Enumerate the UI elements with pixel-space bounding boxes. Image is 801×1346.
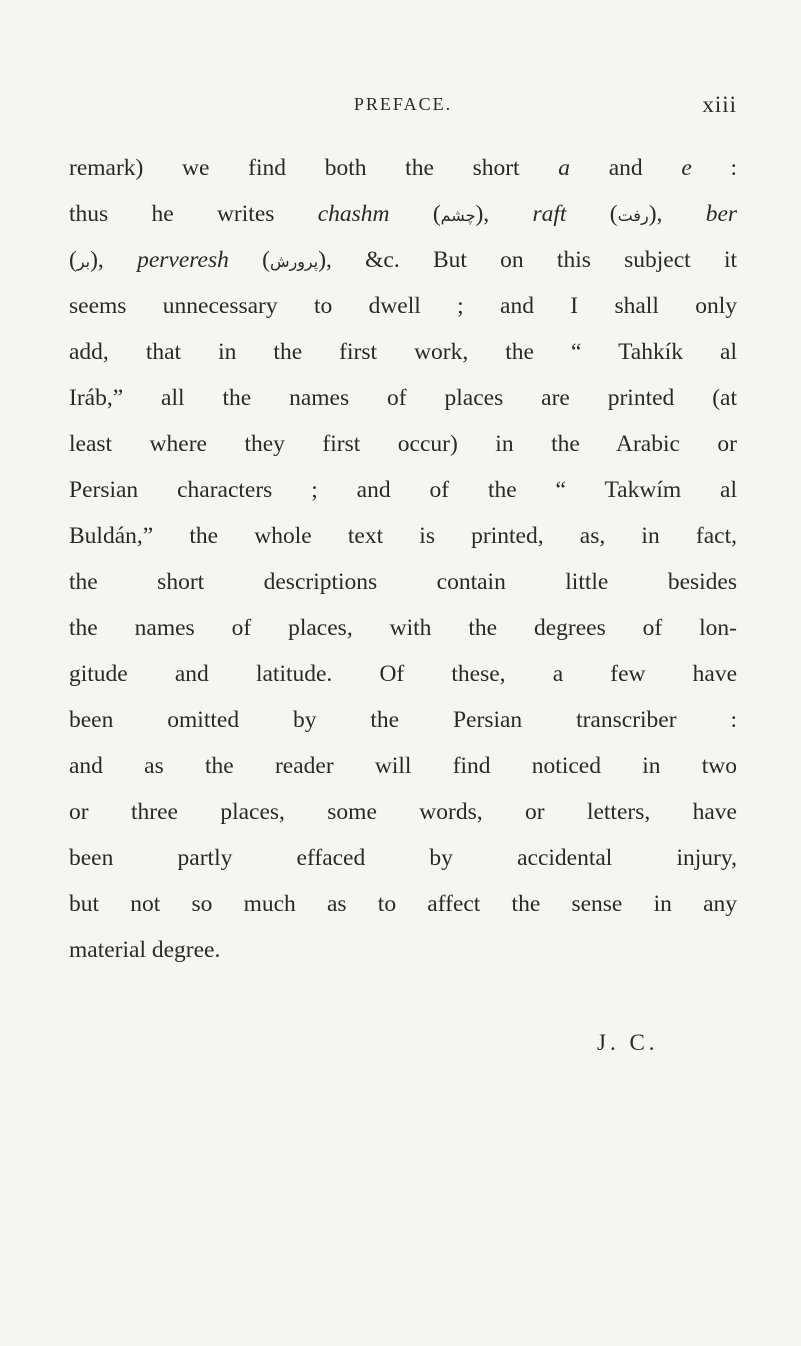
arabic-word-raft: رفت [617, 206, 649, 225]
text-line: the short descriptions contain little besides [69, 569, 737, 595]
text-line: or three places, some words, or letters, have [69, 799, 737, 825]
text-run: thus he writes [69, 201, 275, 227]
italic-word-chashm: chashm [317, 201, 390, 227]
arabic-word-ber: بر [76, 252, 91, 271]
text-line: Iráb,” all the names of places are printed (at [69, 385, 737, 411]
italic-word-perveresh: perveresh [137, 247, 229, 273]
text-line: been partly effaced by accidental injury, [69, 845, 737, 871]
italic-word-ber: ber [705, 201, 738, 227]
text-line: Buldán,” the whole text is printed, as, in fact, [69, 523, 737, 549]
arabic-word-perveresh: پرورش [269, 252, 319, 271]
text-line: the names of places, with the degrees of lon- [69, 615, 737, 641]
text-line: (بر), perveresh (پرورش), &c. But on this subject it [69, 247, 738, 273]
text-line: Persian characters ; and of the “ Takwím al [69, 477, 737, 503]
text-line: seems unnecessary to dwell ; and I shall only [69, 293, 737, 319]
author-initials: J. C. [597, 1030, 659, 1055]
text-run: &c. But on this subject it [365, 247, 738, 273]
text-run: remark) we find both the short [69, 155, 520, 181]
body-text [69, 145, 737, 973]
text-line: but not so much as to affect the sense in any [69, 891, 737, 917]
text-run: and [608, 155, 643, 181]
text-line: thus he writes chashm (چشم), raft (رفت), ber [69, 201, 738, 227]
page-title: PREFACE. [353, 94, 453, 114]
text-run: : [730, 155, 738, 181]
arabic-word-chashm: چشم [440, 206, 476, 225]
page-number: xiii [702, 92, 737, 117]
italic-word-raft: raft [532, 201, 567, 227]
text-line [69, 145, 737, 191]
text-line: material degree. [69, 937, 221, 963]
running-head [69, 88, 737, 122]
text-line: least where they first occur) in the Arabic or [69, 431, 737, 457]
text-line: and as the reader will find noticed in two [69, 753, 737, 779]
text-line: add, that in the first work, the “ Tahkík al [69, 339, 737, 365]
italic-letter-e: e [681, 155, 692, 181]
italic-letter-a: a [558, 155, 571, 181]
text-line: gitude and latitude. Of these, a few have [69, 661, 737, 687]
text-line: been omitted by the Persian transcriber : [69, 707, 737, 733]
